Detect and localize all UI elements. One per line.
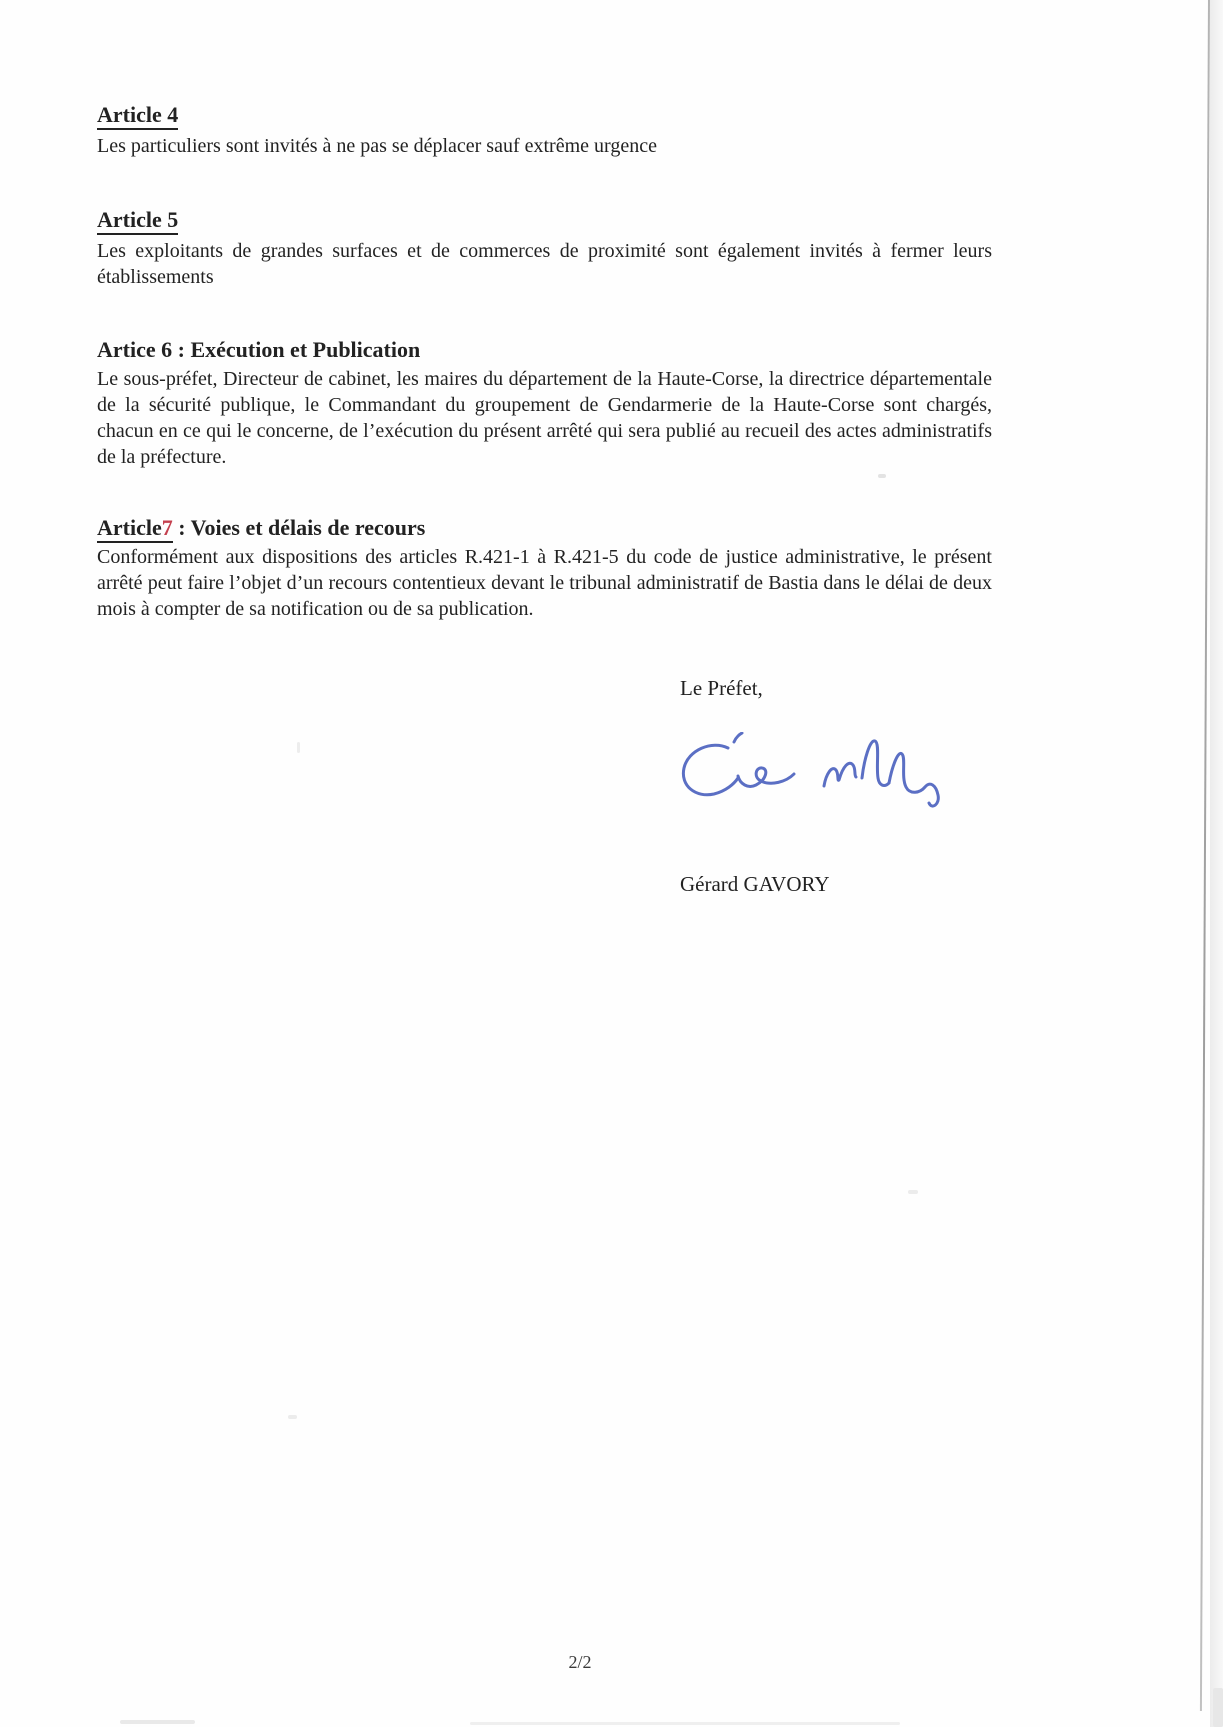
scan-noise bbox=[297, 742, 300, 753]
scan-noise bbox=[470, 1722, 900, 1725]
article-5-heading-text: Article 5 bbox=[97, 207, 178, 235]
article-4-heading-text: Article 4 bbox=[97, 102, 178, 130]
section-article-7 bbox=[97, 514, 992, 622]
scan-page-edge-line bbox=[1200, 0, 1210, 1711]
article-7-heading-title: : Voies et délais de recours bbox=[172, 515, 426, 540]
section-article-4 bbox=[97, 101, 992, 159]
article-7-heading-word: Article bbox=[97, 515, 162, 540]
article-6-body: Le sous-préfet, Directeur de cabinet, les maires du département de la Haute-Corse, la directrice départementale de la sécurité publique, le Commandant du groupement de Gendarmerie de la Haute-Corse sont chargés, chacun en ce qui le concerne, de l’exécution du présent arrêté qui sera publié au recueil des actes administratifs de la préfecture. bbox=[97, 368, 992, 468]
scan-noise bbox=[288, 1415, 297, 1419]
signature-ink bbox=[648, 732, 948, 822]
article-7-body: Conformément aux dispositions des articles R.421-1 à R.421-5 du code de justice administrative, le présent arrêté peut faire l’objet d’un recours contentieux devant le tribunal administratif de Bastia dans le délai de deux mois à compter de sa notification ou de sa publication. bbox=[97, 546, 992, 620]
article-7-heading-underlined bbox=[97, 515, 173, 543]
scan-noise bbox=[1213, 1688, 1223, 1727]
article-4-heading bbox=[97, 101, 992, 129]
page-number: 2/2 bbox=[568, 1652, 592, 1672]
scan-noise bbox=[908, 1190, 918, 1194]
signature-stroke bbox=[683, 745, 738, 795]
signatory-title: Le Préfet, bbox=[680, 676, 763, 700]
article-5-heading bbox=[97, 206, 992, 234]
scan-page-edge-shadow bbox=[1210, 0, 1223, 1727]
article-6-heading: Artice 6 : Exécution et Publication bbox=[97, 337, 421, 362]
signature-stroke bbox=[738, 768, 794, 786]
signature-stroke bbox=[824, 763, 856, 786]
section-article-5 bbox=[97, 206, 992, 290]
signatory-name: Gérard GAVORY bbox=[680, 872, 830, 896]
signature-stroke bbox=[734, 733, 742, 742]
article-4-body: Les particuliers sont invités à ne pas se déplacer sauf extrême urgence bbox=[97, 135, 657, 157]
article-5-body: Les exploitants de grandes surfaces et de commerces de proximité sont également invités à fermer leurs établissements bbox=[97, 240, 992, 288]
section-article-6 bbox=[97, 336, 992, 470]
article-7-heading-number: 7 bbox=[161, 515, 173, 540]
scan-noise bbox=[878, 474, 886, 478]
article-7-heading bbox=[97, 514, 992, 542]
signature-stroke bbox=[889, 753, 938, 806]
scan-noise bbox=[120, 1720, 195, 1724]
signature-stroke bbox=[862, 741, 889, 786]
